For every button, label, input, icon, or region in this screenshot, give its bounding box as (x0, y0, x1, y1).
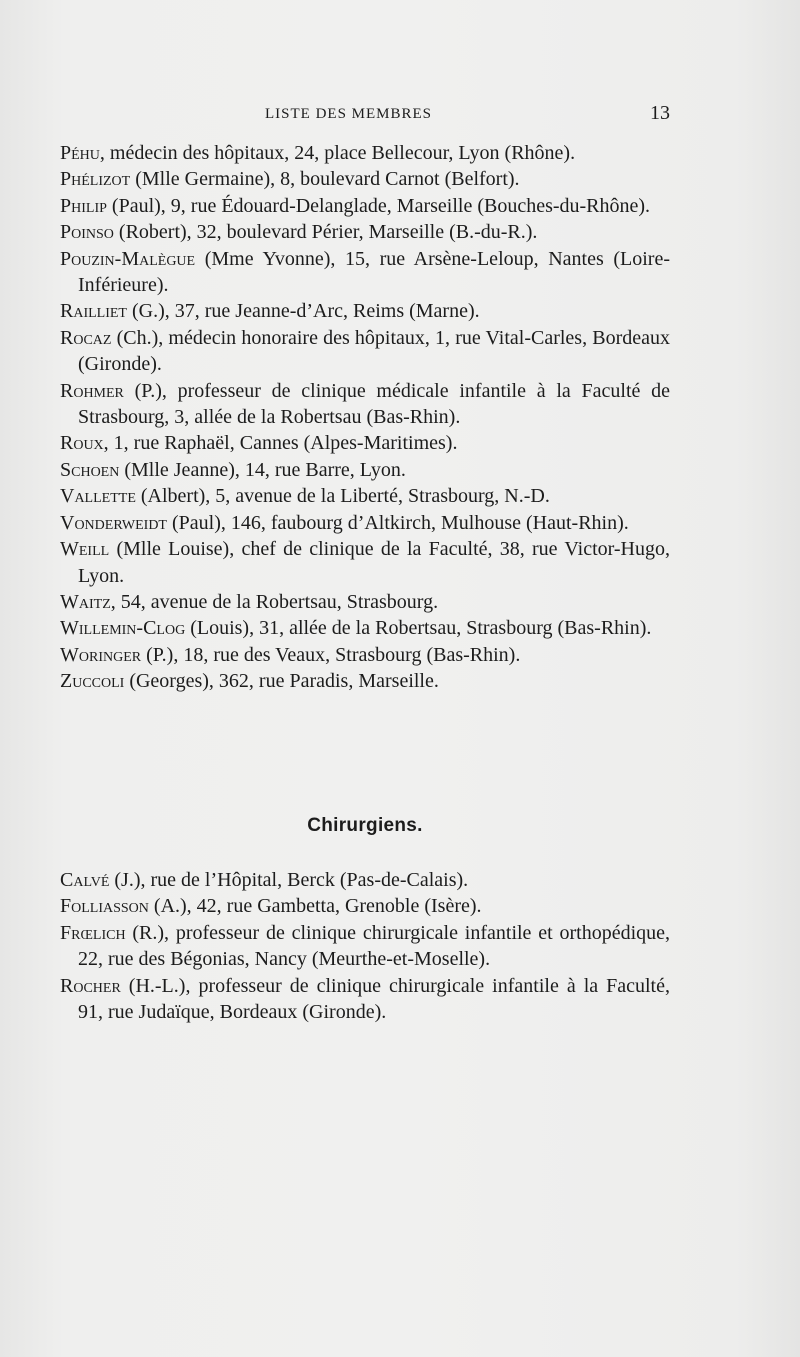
member-name: Roux (60, 432, 104, 455)
list-item (60, 920, 670, 973)
member-details: , médecin des hôpitaux, 24, place Bellecour, Lyon (Rhône). (99, 142, 576, 164)
section-title-surgeons: Chirurgiens. (307, 815, 423, 836)
member-name: Railliet (60, 300, 127, 323)
surgeon-details: (A.), 42, rue Gambetta, Grenoble (Isère). (148, 895, 482, 918)
member-details: (P.), professeur de clinique médicale infantile à la Faculté de Strasbourg, 3, allée de la Robertsau (Bas-Rhin). (78, 379, 670, 429)
member-name: Pouzin-Malègue (60, 247, 196, 270)
member-name: Phélizot (60, 168, 131, 191)
member-name: Rohmer (60, 379, 124, 402)
list-item (60, 642, 670, 668)
list-item (60, 325, 670, 378)
member-name: Philip (60, 194, 107, 217)
surgeons-list (60, 867, 670, 1025)
list-item (60, 483, 670, 509)
member-name: Vonderweidt (60, 511, 167, 534)
list-item (60, 536, 670, 589)
list-item (60, 430, 670, 456)
list-item (60, 246, 670, 299)
member-details: (Mlle Jeanne), 14, rue Barre, Lyon. (119, 458, 406, 481)
member-details: (Mlle Louise), chef de clinique de la Faculté, 38, rue Victor-Hugo, Lyon. (78, 538, 670, 587)
list-item (60, 298, 670, 324)
list-item (60, 893, 670, 919)
member-details: (Robert), 32, boulevard Périer, Marseille (B.-du-R.). (113, 221, 538, 244)
running-head: LISTE DES MEMBRES (265, 106, 433, 122)
member-details: (Georges), 362, rue Paradis, Marseille. (124, 670, 439, 693)
member-details: (Ch.), médecin honoraire des hôpitaux, 1, rue Vital-Carles, Bordeaux (Gironde). (78, 326, 670, 376)
list-item (60, 378, 670, 431)
list-item (60, 668, 670, 694)
page-header (60, 100, 670, 130)
member-name: Waitz (60, 590, 111, 613)
list-item (60, 457, 670, 483)
member-name: Péhu (60, 142, 100, 164)
member-details: (G.), 37, rue Jeanne-d’Arc, Reims (Marne). (126, 300, 480, 323)
member-details: (P.), 18, rue des Veaux, Strasbourg (Bas-Rhin). (141, 643, 521, 666)
list-item (60, 973, 670, 1026)
list-item (60, 589, 670, 615)
member-details: (Louis), 31, allée de la Robertsau, Strasbourg (Bas-Rhin). (185, 617, 652, 640)
surgeon-details: (J.), rue de l’Hôpital, Berck (Pas-de-Calais). (109, 869, 469, 891)
surgeon-name: Frœlich (60, 921, 126, 944)
list-item (60, 166, 670, 192)
list-item (60, 510, 670, 536)
surgeon-name: Calvé (60, 869, 110, 891)
member-details: (Albert), 5, avenue de la Liberté, Strasbourg, N.-D. (135, 485, 550, 508)
member-name: Vallette (60, 485, 136, 508)
member-details: , 1, rue Raphaël, Cannes (Alpes-Maritimes). (103, 432, 458, 455)
list-item (60, 193, 670, 219)
member-name: Poinso (60, 221, 114, 244)
member-name: Rocaz (60, 326, 112, 349)
list-item (60, 219, 670, 245)
member-name: Willemin-Clog (60, 617, 186, 640)
list-item (60, 867, 670, 893)
member-name: Schoen (60, 458, 120, 481)
member-details: (Mlle Germaine), 8, boulevard Carnot (Belfort). (130, 168, 520, 191)
list-item (60, 615, 670, 641)
surgeon-name: Rocher (60, 974, 121, 997)
surgeon-details: (H.-L.), professeur de clinique chirurgicale infantile à la Faculté, 91, rue Judaïque, Bordeaux (Gironde). (78, 974, 670, 1024)
list-item (60, 140, 670, 166)
member-details: , 54, avenue de la Robertsau, Strasbourg. (110, 590, 439, 613)
member-details: (Paul), 146, faubourg d’Altkirch, Mulhouse (Haut-Rhin). (166, 511, 629, 534)
members-list (60, 140, 670, 695)
member-name: Woringer (60, 643, 142, 666)
member-details: (Paul), 9, rue Édouard-Delanglade, Marseille (Bouches-du-Rhône). (106, 194, 651, 217)
member-name: Weill (60, 538, 110, 561)
surgeon-name: Folliasson (60, 895, 149, 918)
page-number: 13 (650, 102, 670, 124)
member-name: Zuccoli (60, 670, 125, 693)
surgeon-details: (R.), professeur de clinique chirurgicale infantile et orthopédique, 22, rue des Bégonias, Nancy (Meurthe-et-Moselle). (78, 921, 670, 971)
member-details: (Mme Yvonne), 15, rue Arsène-Leloup, Nantes (Loire-Inférieure). (78, 247, 670, 297)
